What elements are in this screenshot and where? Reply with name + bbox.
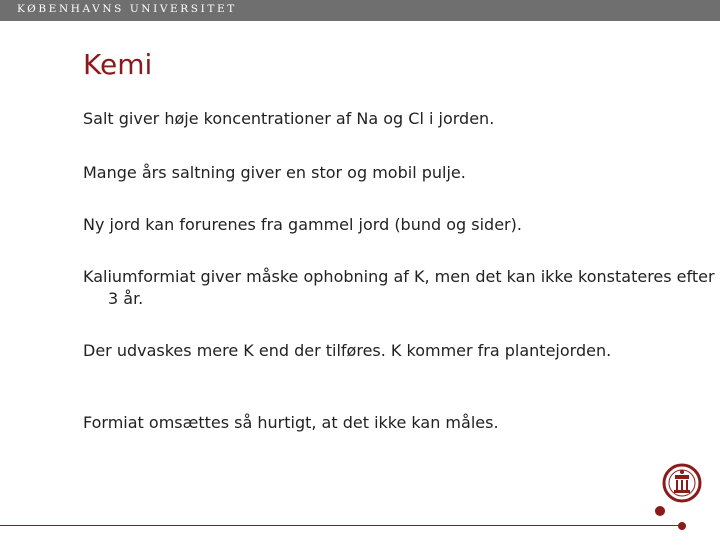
bullet-item: Salt giver høje koncentrationer af Na og Cl i jorden. [83,109,495,128]
bullet-item: Ny jord kan forurenes fra gammel jord (bund og sider). [83,215,522,234]
slide-title: Kemi [83,48,153,81]
bullet-item: Mange års saltning giver en stor og mobil pulje. [83,163,466,182]
university-seal-icon [662,462,702,504]
header-bar [0,0,720,21]
bullet-item: Kaliumformiat giver måske ophobning af K, men det kan ikke konstateres efter 3 år. [83,267,715,308]
footer-rule [0,525,680,526]
decorative-dot [678,522,686,530]
decorative-dot [655,506,665,516]
bullet-item: Der udvaskes mere K end der tilføres. K kommer fra plantejorden. [83,341,612,360]
bullet-item: Formiat omsættes så hurtigt, at det ikke kan måles. [83,413,499,432]
university-name: KØBENHAVNS UNIVERSITET [17,3,237,15]
